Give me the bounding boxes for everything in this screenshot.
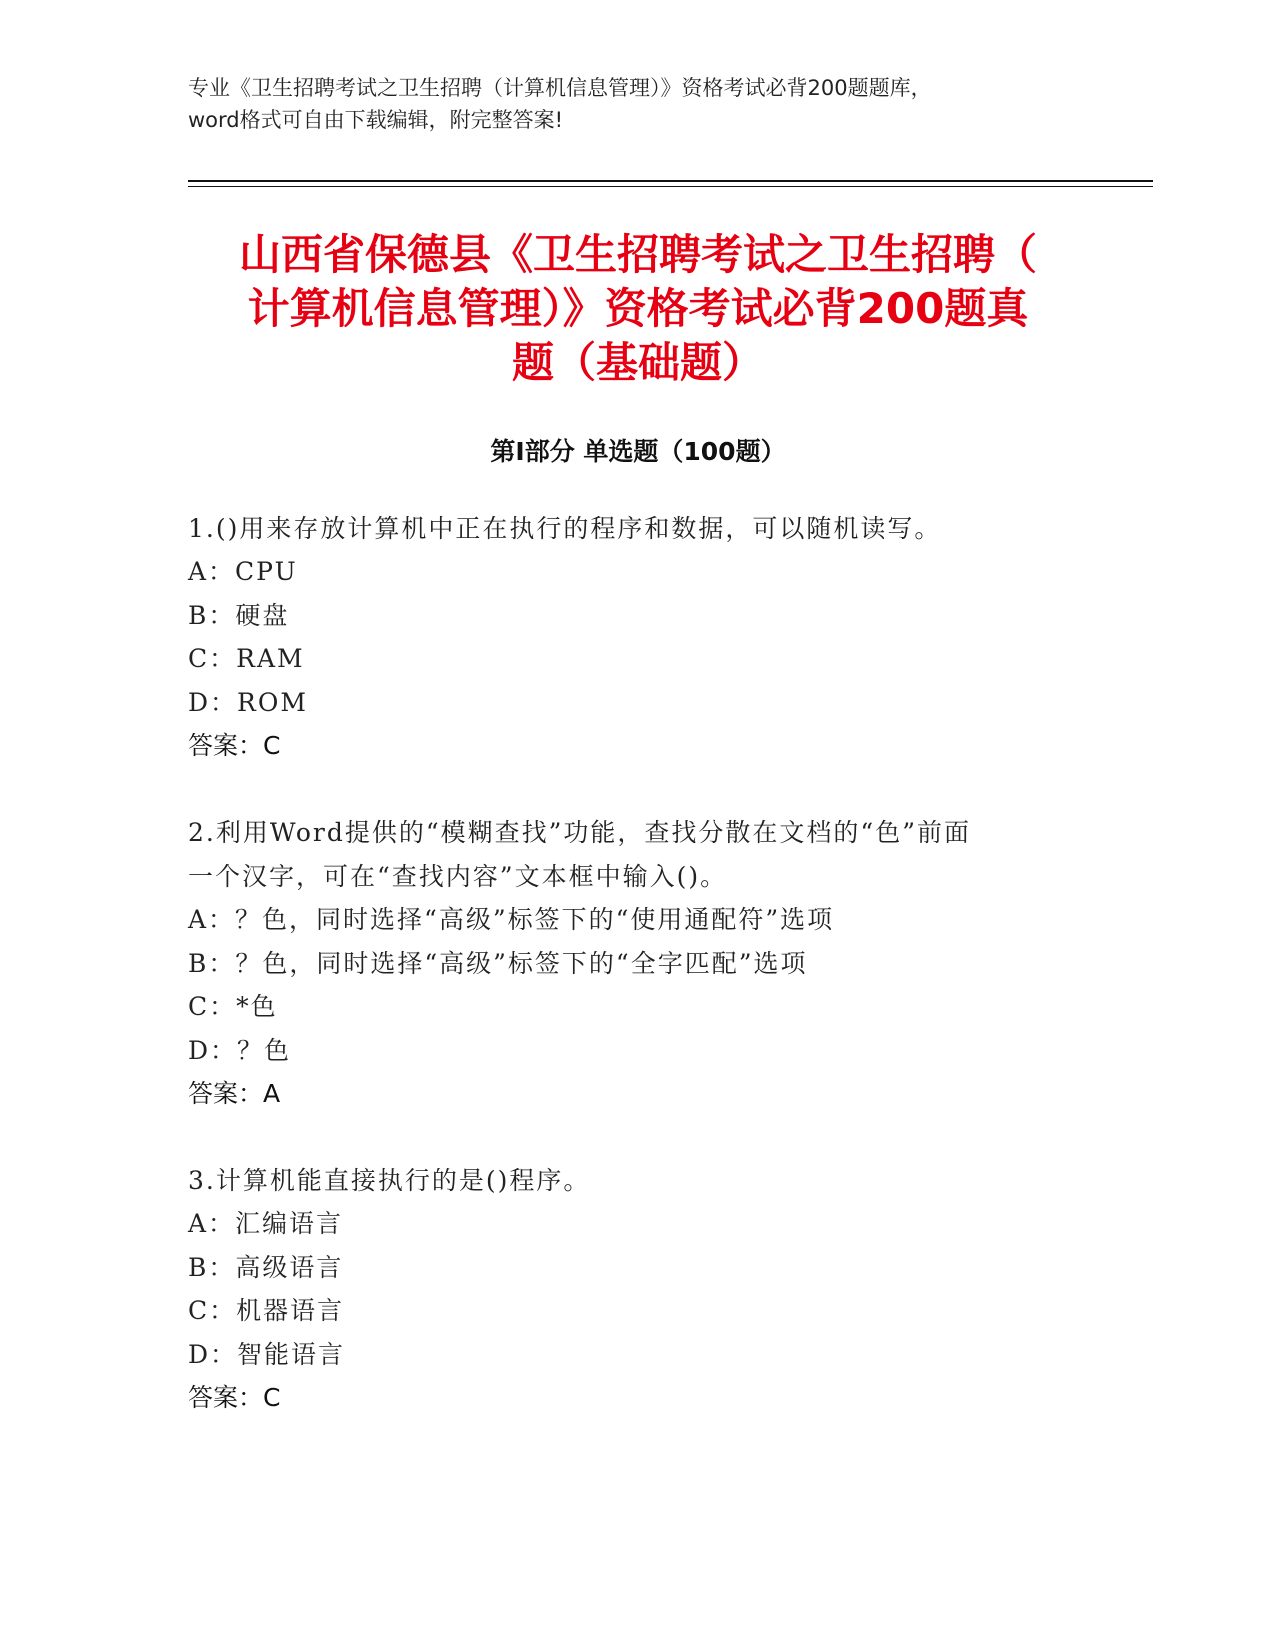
answer: 答案：C — [188, 1383, 281, 1412]
option-c: C：*色 — [188, 992, 278, 1021]
question-stem: 3.计算机能直接执行的是()程序。 — [188, 1166, 591, 1195]
option-a: A：CPU — [188, 557, 298, 586]
option-c: C：RAM — [188, 644, 305, 673]
option-d: D：？色 — [188, 1036, 292, 1065]
option-b: B：硬盘 — [188, 601, 290, 630]
option-b: B：？色，同时选择“高级”标签下的“全字匹配”选项 — [188, 949, 808, 978]
header-note-line: 专业《卫生招聘考试之卫生招聘（计算机信息管理）》资格考试必背200题题库， — [188, 76, 932, 100]
option-d: D：ROM — [188, 688, 308, 717]
section-heading: 第Ⅰ部分 单选题（100题） — [490, 437, 786, 466]
option-a: A：汇编语言 — [188, 1209, 344, 1238]
document-title — [188, 228, 1088, 390]
option-a: A：？色，同时选择“高级”标签下的“使用通配符”选项 — [188, 905, 835, 934]
answer: 答案：A — [188, 1079, 281, 1108]
question-stem: 2.利用Word提供的“模糊查找”功能，查找分散在文档的“色”前面 — [188, 818, 971, 847]
option-c: C：机器语言 — [188, 1296, 345, 1325]
header-note-line: word格式可自由下载编辑，附完整答案! — [188, 108, 564, 132]
question-stem: 1.()用来存放计算机中正在执行的程序和数据，可以随机读写。 — [188, 514, 942, 543]
option-b: B：高级语言 — [188, 1253, 344, 1282]
title-line: 题（基础题） — [511, 338, 764, 387]
header-divider-thin — [188, 186, 1153, 187]
question-stem-continued: 一个汉字，可在“查找内容”文本框中输入()。 — [188, 862, 728, 891]
answer: 答案：C — [188, 731, 281, 760]
title-line: 山西省保德县《卫生招聘考试之卫生招聘（ — [238, 230, 1037, 279]
header-divider-thick — [188, 180, 1153, 182]
option-d: D：智能语言 — [188, 1340, 346, 1369]
title-line: 计算机信息管理）》资格考试必背200题真 — [247, 284, 1029, 333]
header-note — [188, 72, 1088, 136]
